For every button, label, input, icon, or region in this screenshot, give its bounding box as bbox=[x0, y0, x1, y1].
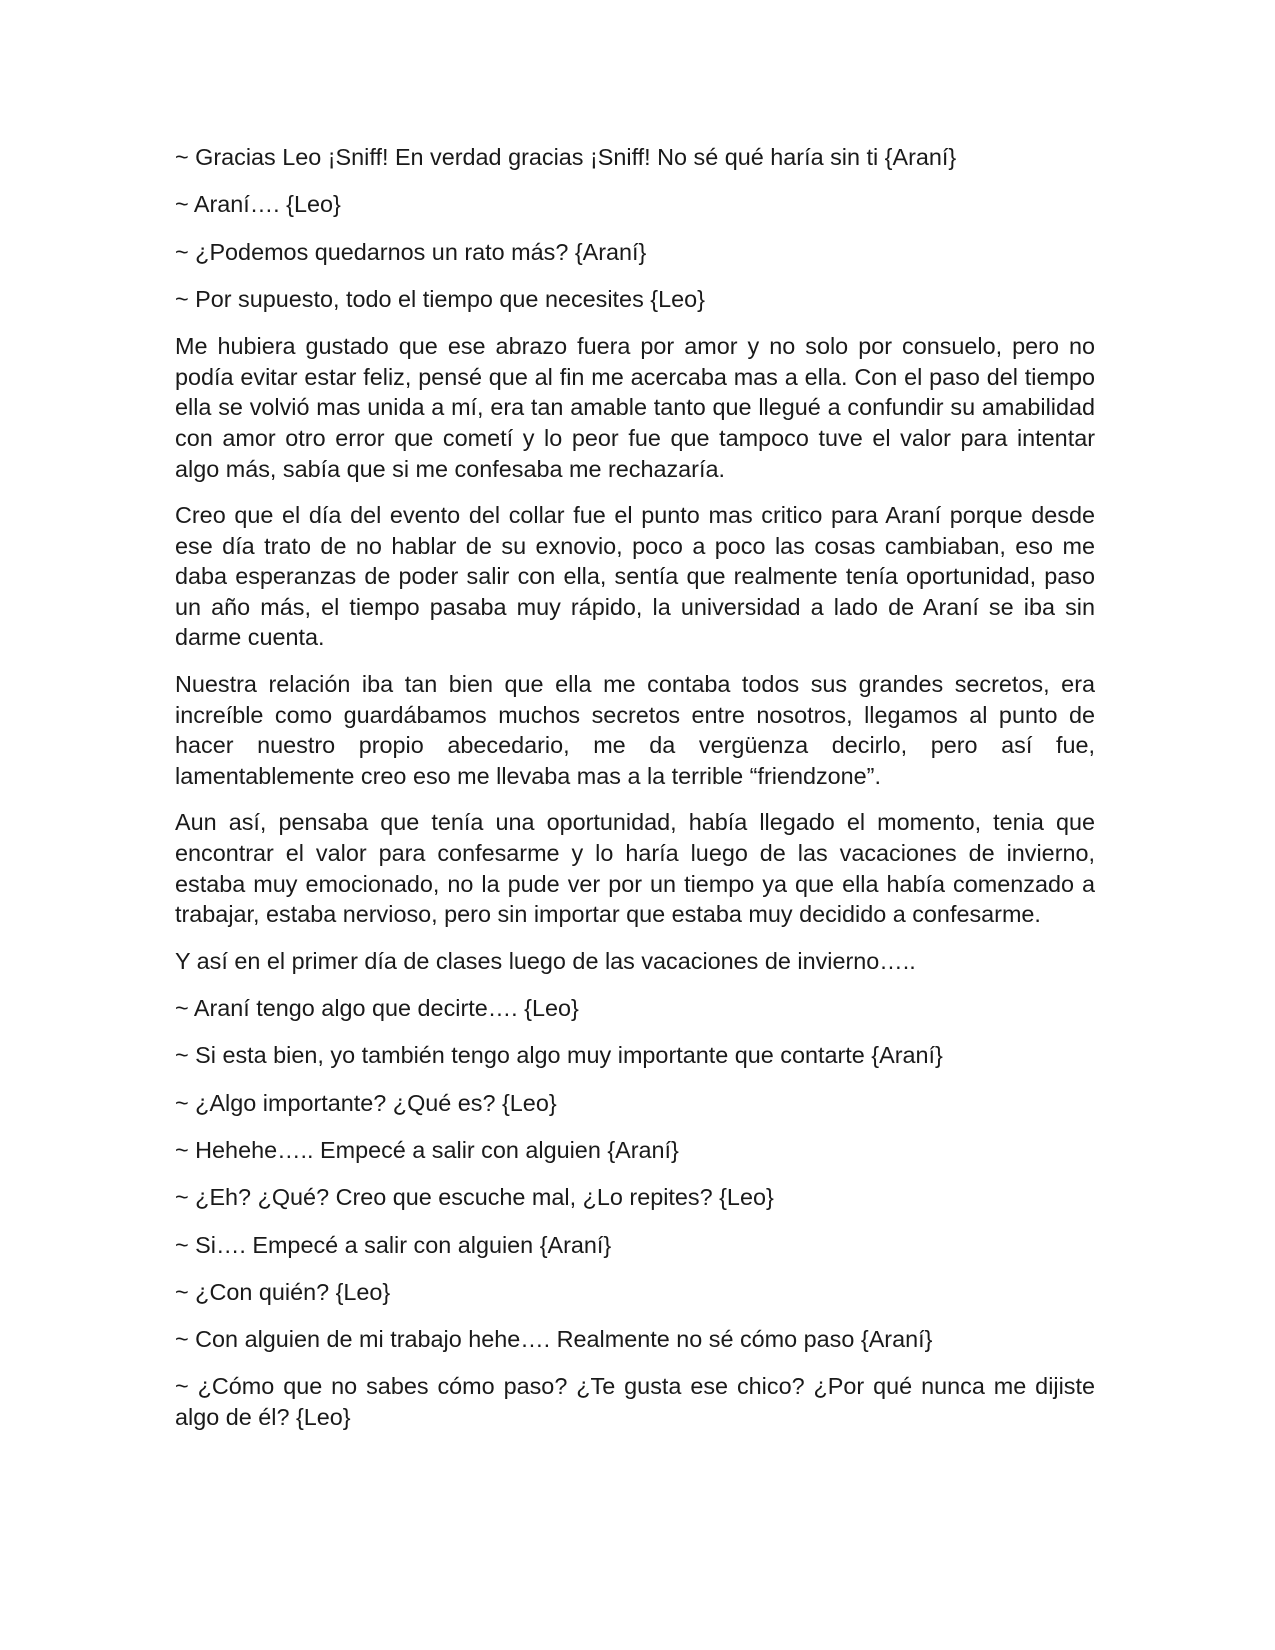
dialogue-line: ~ ¿Podemos quedarnos un rato más? {Araní} bbox=[175, 238, 647, 265]
dialogue-line: ~ Si…. Empecé a salir con alguien {Araní} bbox=[175, 1231, 612, 1258]
narration-paragraph: Creo que el día del evento del collar fue el punto mas critico para Araní porque desde ese día trato de no hablar de su exnovio, poco a poco las cosas cambiaban, eso me daba esperanzas de poder salir con ella, sentía que realmente tenía oportunidad, paso un año más, el tiempo pasaba muy rápido, la universidad a lado de Araní se iba sin darme cuenta. bbox=[175, 502, 1095, 651]
dialogue-line: ~ ¿Con quién? {Leo} bbox=[175, 1278, 391, 1305]
dialogue-line: ~ Si esta bien, yo también tengo algo muy importante que contarte {Araní} bbox=[175, 1042, 943, 1069]
document-body bbox=[175, 142, 1095, 1449]
dialogue-line: ~ ¿Algo importante? ¿Qué es? {Leo} bbox=[175, 1089, 557, 1116]
dialogue-line: ~ Por supuesto, todo el tiempo que necesites {Leo} bbox=[175, 285, 705, 312]
narration-paragraph: Nuestra relación iba tan bien que ella me contaba todos sus grandes secretos, era increíble como guardábamos muchos secretos entre nosotros, llegamos al punto de hacer nuestro propio abecedario, me da vergüenza decirlo, pero así fue, lamentablemente creo eso me llevaba mas a la terrible “friendzone”. bbox=[175, 671, 1095, 789]
narration-paragraph: Aun así, pensaba que tenía una oportunidad, había llegado el momento, tenia que encontrar el valor para confesarme y lo haría luego de las vacaciones de invierno, estaba muy emocionado, no la pude ver por un tiempo ya que ella había comenzado a trabajar, estaba nervioso, pero sin importar que estaba muy decidido a confesarme. bbox=[175, 809, 1095, 928]
dialogue-line: ~ ¿Cómo que no sabes cómo paso? ¿Te gusta ese chico? ¿Por qué nunca me dijiste algo de él? {Leo} bbox=[175, 1373, 1095, 1430]
dialogue-line: ~ ¿Eh? ¿Qué? Creo que escuche mal, ¿Lo repites? {Leo} bbox=[175, 1184, 774, 1211]
narration-paragraph: Me hubiera gustado que ese abrazo fuera por amor y no solo por consuelo, pero no podía evitar estar feliz, pensé que al fin me acercaba mas a ella. Con el paso del tiempo ella se volvió mas unida a mí, era tan amable tanto que llegué a confundir su amabilidad con amor otro error que cometí y lo peor fue que tampoco tuve el valor para intentar algo más, sabía que si me confesaba me rechazaría. bbox=[175, 333, 1095, 482]
narration-paragraph: Y así en el primer día de clases luego de las vacaciones de invierno….. bbox=[175, 947, 916, 974]
dialogue-line: ~ Araní tengo algo que decirte…. {Leo} bbox=[175, 995, 579, 1022]
dialogue-line: ~ Araní…. {Leo} bbox=[175, 191, 341, 218]
dialogue-line: ~ Con alguien de mi trabajo hehe…. Realmente no sé cómo paso {Araní} bbox=[175, 1326, 933, 1353]
dialogue-line: ~ Gracias Leo ¡Sniff! En verdad gracias ¡Sniff! No sé qué haría sin ti {Araní} bbox=[175, 144, 957, 170]
dialogue-line: ~ Hehehe….. Empecé a salir con alguien {Araní} bbox=[175, 1136, 679, 1163]
